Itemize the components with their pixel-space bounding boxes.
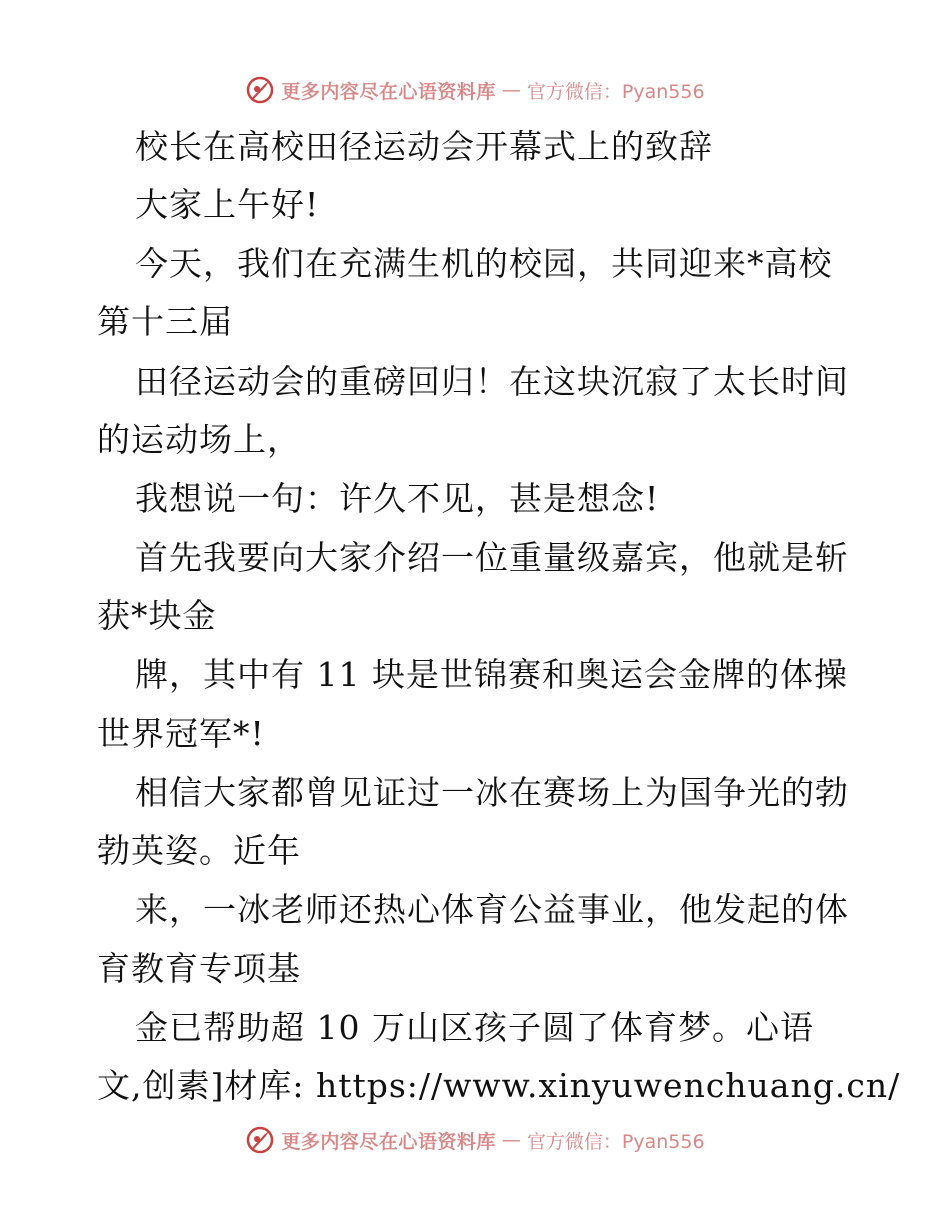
watermark-content — [245, 1125, 704, 1155]
document-line-15: 金已帮助超 10 万山区孩子圆了体育梦。心语 — [135, 1008, 814, 1047]
watermark-dash: — — [501, 1129, 521, 1151]
document-line-2: 今天，我们在充满生机的校园，共同迎来*高校 — [135, 244, 833, 283]
document-line-10: 世界冠军*! — [97, 714, 265, 753]
document-line-12: 勃英姿。近年 — [97, 831, 301, 870]
watermark-banner-top — [0, 70, 950, 110]
document-line-11: 相信大家都曾见证过一冰在赛场上为国争光的勃 — [135, 773, 849, 812]
watermark-text: 更多内容尽在心语资料库 — [281, 80, 496, 103]
watermark-text: 更多内容尽在心语资料库 — [281, 1130, 496, 1153]
document-line-4: 田径运动会的重磅回归！在这块沉寂了太长时间 — [135, 362, 849, 401]
watermark-dash: — — [501, 79, 521, 101]
document-line-9: 牌，其中有 11 块是世锦赛和奥运会金牌的体操 — [135, 655, 848, 694]
document-line-13: 来，一冰老师还热心体育公益事业，他发起的体 — [135, 890, 849, 929]
watermark-wechat: 官方微信：Pyan556 — [526, 1130, 705, 1153]
quill-pen-circle-icon — [245, 75, 275, 105]
watermark-banner-bottom — [0, 1120, 950, 1160]
document-line-1: 大家上午好! — [135, 185, 320, 224]
document-line-3: 第十三届 — [97, 302, 233, 341]
document-line-14: 育教育专项基 — [97, 949, 301, 988]
document-title: 校长在高校田径运动会开幕式上的致辞 — [135, 127, 713, 166]
watermark-content — [245, 75, 704, 105]
watermark-wechat: 官方微信：Pyan556 — [526, 80, 705, 103]
document-line-16: 文,创素]材库: https://www.xinyuwenchuang.cn/ — [97, 1066, 901, 1105]
document-line-7: 首先我要向大家介绍一位重量级嘉宾，他就是斩 — [135, 538, 849, 577]
document-line-5: 的运动场上， — [97, 420, 301, 459]
document-line-6: 我想说一句：许久不见，甚是想念! — [135, 479, 660, 518]
document-line-8: 获*块金 — [97, 596, 217, 635]
quill-pen-circle-icon — [245, 1125, 275, 1155]
